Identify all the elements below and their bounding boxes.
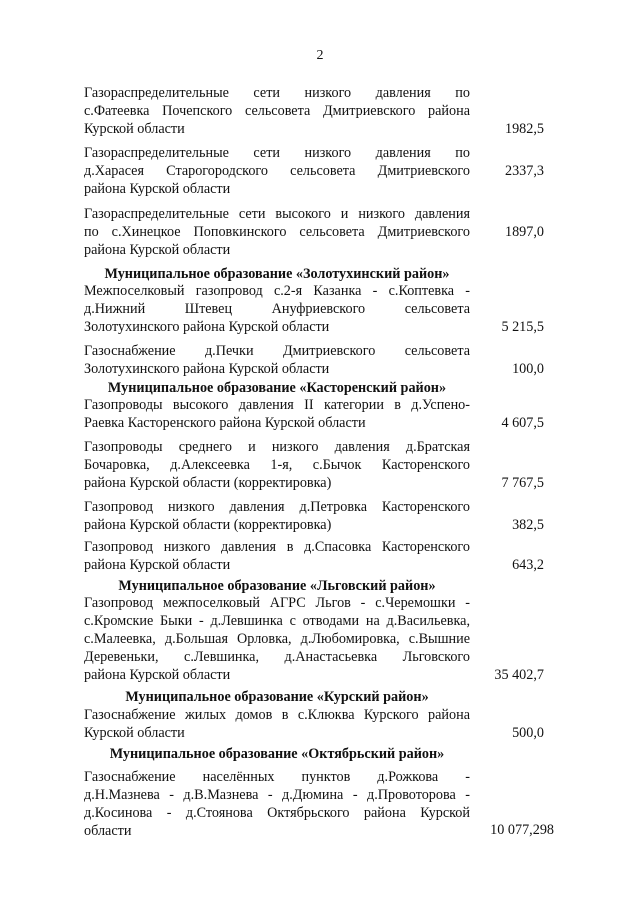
project-description [84,498,470,534]
text-line: д.Нижний Штевец Ануфриевского сельсовета [84,301,470,317]
text-line: с.Фатеевка Почепского сельсовета Дмитриевского района [84,103,470,119]
text-line: Газоснабжение населённых пунктов д.Рожкова - [84,769,470,785]
text-line: Газоснабжение жилых домов в с.Клюква Курского района [84,707,470,723]
text-line: Газопровод низкого давления в д.Спасовка Касторенского [84,539,470,555]
text-line: Газопровод низкого давления д.Петровка Касторенского [84,499,470,515]
text-line: Газораспределительные сети высокого и низкого давления [84,206,470,222]
text-line: Газопроводы среднего и низкого давления д.Братская [84,439,470,455]
project-description [84,144,470,198]
text-line: Газопроводы высокого давления II категории в д.Успено- [84,397,470,413]
project-description [84,84,470,138]
text-line: района Курской области [84,242,231,258]
text-line: Газораспределительные сети низкого давления по [84,85,470,101]
page-number: 2 [316,48,324,63]
text-line: Газораспределительные сети низкого давления по [84,145,470,161]
municipality-heading: Муниципальное образование «Льговский район» [118,578,436,594]
text-line: области [84,823,132,839]
text-line: Курской области [84,725,185,741]
text-line: Курской области [84,121,185,137]
text-line: района Курской области (корректировка) [84,517,332,533]
text-line: Золотухинского района Курской области [84,319,330,335]
project-description [84,438,470,492]
project-description [84,396,470,432]
funding-amount: 382,5 [512,517,544,533]
text-line: по с.Хинецкое Поповкинского сельсовета Дмитриевского [84,224,470,240]
funding-amount: 1897,0 [504,224,544,240]
municipality-heading: Муниципальное образование «Золотухинский район» [104,266,450,282]
funding-amount: 643,2 [512,557,544,573]
text-line: с.Кромские Быки - д.Левшинка с отводами на д.Васильевка, [84,613,470,629]
text-line: Бочаровка, д.Алексеевка 1-я, с.Бычок Касторенского [84,457,470,473]
text-line: района Курской области (корректировка) [84,475,332,491]
project-description [84,342,470,378]
text-line: Межпоселковый газопровод с.2-я Казанка - с.Коптевка - [84,283,470,299]
text-line: Деревеньки, с.Левшинка, д.Анастасьевка Льговского [84,649,470,665]
project-description [84,282,470,336]
text-line: с.Малеевка, д.Большая Орловка, д.Любомировка, с.Вышние [84,631,470,647]
funding-amount: 7 767,5 [501,475,544,491]
funding-amount: 5 215,5 [501,319,544,335]
text-line: Газопровод межпоселковый АГРС Льгов - с.Черемошки - [84,595,470,611]
text-line: д.Харасея Старогородского сельсовета Дмитриевского [84,163,470,179]
text-line: д.Косинова - д.Стоянова Октябрьского района Курской [84,805,470,821]
funding-amount: 500,0 [512,725,544,741]
funding-amount: 2337,3 [504,163,544,179]
funding-amount: 35 402,7 [494,667,544,683]
funding-amount: 10 077,298 [490,822,554,838]
project-description [84,538,470,574]
municipality-heading: Муниципальное образование «Касторенский район» [107,380,447,396]
project-description [84,768,470,840]
project-description [84,594,470,684]
project-description [84,706,470,742]
text-line: д.Н.Мазнева - д.В.Мазнева - д.Дюмина - д.Провоторова - [84,787,470,803]
municipality-heading: Муниципальное образование «Курский район» [125,689,429,705]
text-line: Газоснабжение д.Печки Дмитриевского сельсовета [84,343,470,359]
funding-amount: 100,0 [512,361,544,377]
text-line: района Курской области [84,667,231,683]
text-line: Раевка Касторенского района Курской области [84,415,366,431]
funding-amount: 1982,5 [504,121,544,137]
project-description [84,205,470,259]
municipality-heading: Муниципальное образование «Октябрьский район» [109,746,445,762]
text-line: Золотухинского района Курской области [84,361,330,377]
text-line: района Курской области [84,181,231,197]
text-line: района Курской области [84,557,231,573]
funding-amount: 4 607,5 [501,415,544,431]
